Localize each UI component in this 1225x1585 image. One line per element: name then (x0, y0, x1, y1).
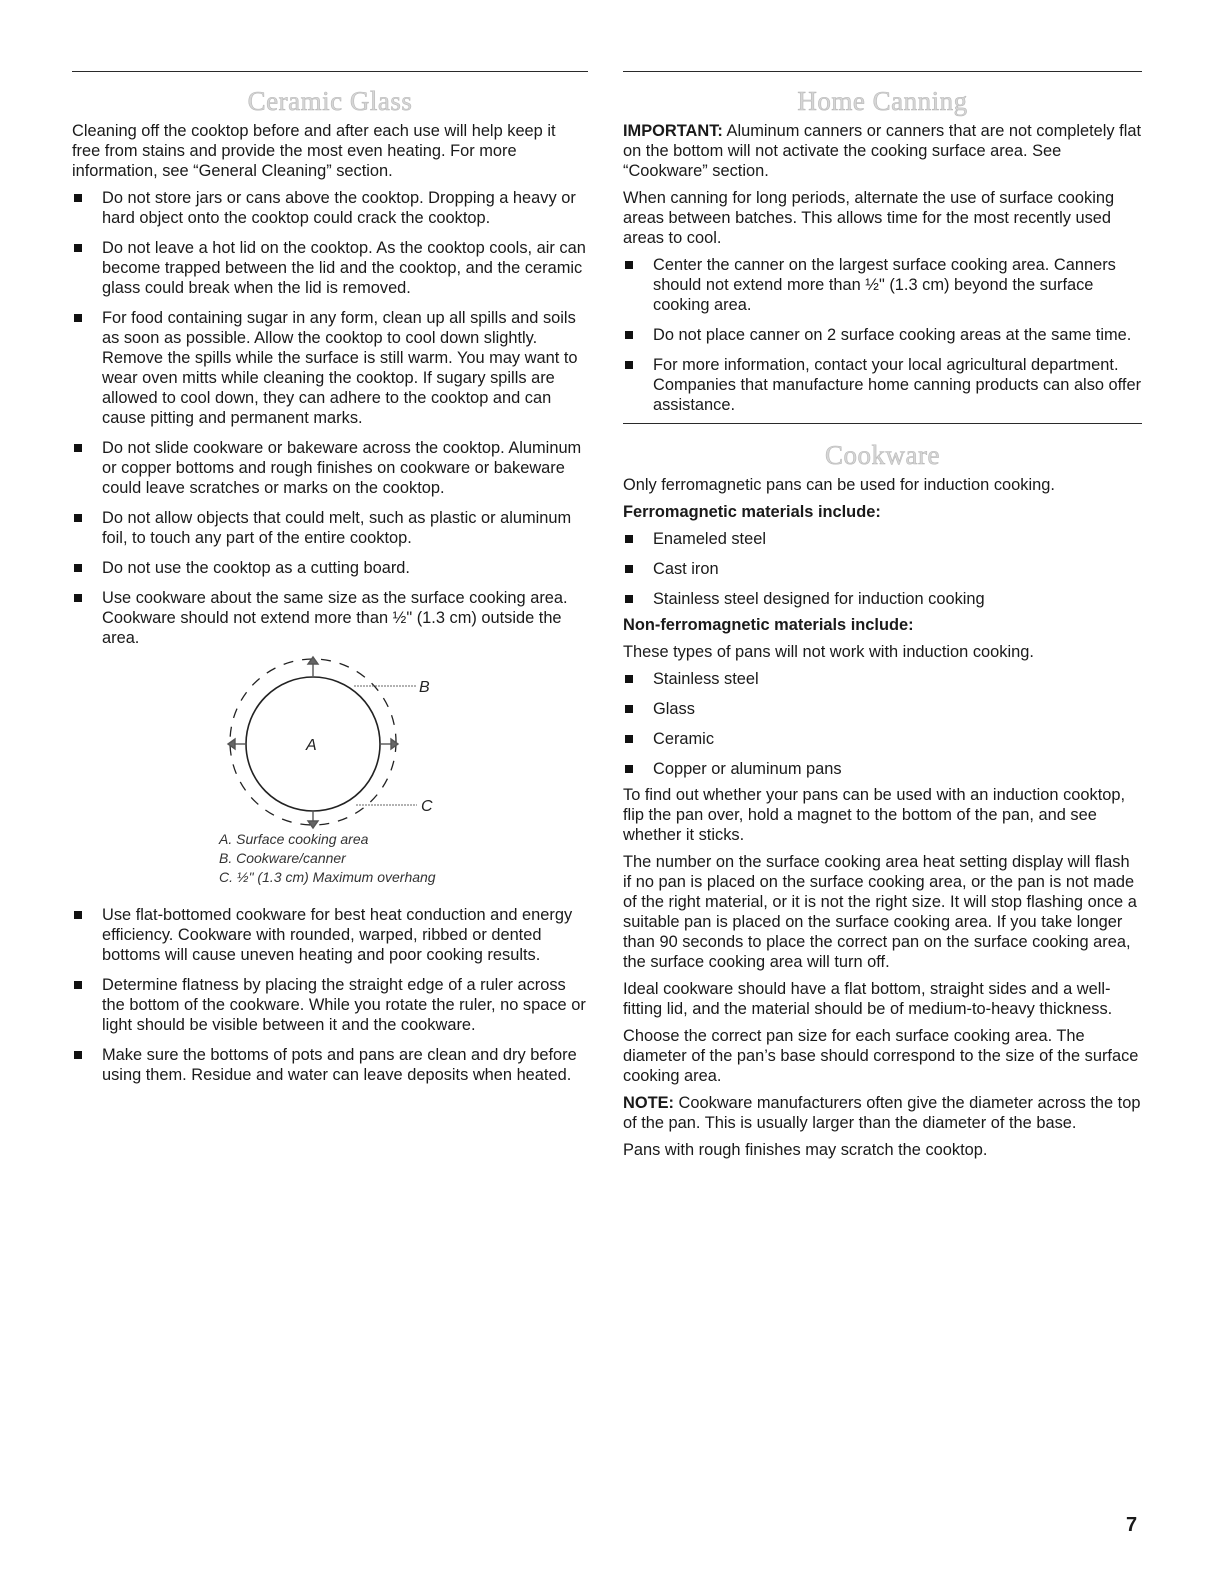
list-item: Use flat-bottomed cookware for best heat conduction and energy efficiency. Cookware with rounded, warped, ribbed or dented bottoms will cause uneven heating and poor cooking results. (72, 905, 588, 965)
home-canning-heading: Home Canning (797, 86, 968, 116)
section-divider (623, 423, 1142, 424)
list-item: Copper or aluminum pans (623, 759, 1142, 779)
list-item: Do not slide cookware or bakeware across the cooktop. Aluminum or copper bottoms and rough finishes on cookware or bakeware could leave scratches or marks on the cooktop. (72, 438, 588, 498)
list-item: For food containing sugar in any form, clean up all spills and soils as soon as possible. Allow the cooktop to cool down slightly. Remove the spills while the surface is still warm. You may want to wear oven mitts while cleaning the cooktop. If sugary spills are allowed to cool down, they can adhere to the cooktop and can cause pitting and permanent marks. (72, 308, 588, 428)
ideal-cookware-paragraph: Ideal cookware should have a flat bottom, straight sides and a well-fitting lid, and the material should be of medium-to-heavy thickness. (623, 980, 1113, 1018)
bullet-icon (625, 735, 633, 743)
label-c: C (421, 798, 433, 815)
list-item: Make sure the bottoms of pots and pans are clean and dry before using them. Residue and water can leave deposits when heated. (72, 1045, 588, 1085)
caption-c: C. ½" (1.3 cm) Maximum overhang (219, 869, 436, 885)
right-column (623, 71, 1142, 1167)
important-label: IMPORTANT: (623, 122, 723, 140)
bullet-icon (74, 981, 82, 989)
cookware-overhang-diagram (72, 654, 588, 899)
magnet-test-paragraph: To find out whether your pans can be used with an induction cooktop, flip the pan over, hold a magnet to the bottom of the pan, and see whether it sticks. (623, 786, 1126, 844)
bullet-icon (625, 705, 633, 713)
list-item: Do not place canner on 2 surface cooking areas at the same time. (623, 325, 1142, 345)
canning-bullet-list (623, 255, 1142, 415)
bullet-icon (74, 314, 82, 322)
list-item: Do not use the cooktop as a cutting board. (72, 558, 588, 578)
list-item: Do not leave a hot lid on the cooktop. As the cooktop cools, air can become trapped between the lid and the cooktop, and the ceramic glass could break when the lid is removed. (72, 238, 588, 298)
note-label: NOTE: (623, 1094, 674, 1112)
canning-paragraph: When canning for long periods, alternate the use of surface cooking areas between batches. This allows time for the most recently used areas to cool. (623, 189, 1115, 247)
ceramic-bullet-list (72, 188, 588, 648)
top-rule-left (72, 71, 588, 72)
note-text: Cookware manufacturers often give the diameter across the top of the pan. This is usually larger than the diameter of the base. (623, 1094, 1141, 1132)
bullet-icon (625, 675, 633, 683)
bullet-icon (74, 194, 82, 202)
bullet-icon (74, 1051, 82, 1059)
page-number: 7 (1126, 1514, 1138, 1536)
top-rule-right (623, 71, 1142, 72)
rough-finish-paragraph: Pans with rough finishes may scratch the cooktop. (623, 1141, 988, 1159)
bullet-icon (625, 361, 633, 369)
important-text: Aluminum canners or canners that are not completely flat on the bottom will not activate the cooking surface area. See “Cookware” section. (623, 122, 1142, 180)
note-paragraph (623, 1093, 1142, 1133)
non-ferromagnetic-list (623, 669, 1142, 779)
bullet-icon (74, 594, 82, 602)
pan-size-paragraph: Choose the correct pan size for each surface cooking area. The diameter of the pan’s base should correspond to the size of the surface cooking area. (623, 1027, 1139, 1085)
bullet-icon (625, 261, 633, 269)
bullet-icon (625, 595, 633, 603)
bullet-icon (74, 514, 82, 522)
bullet-icon (74, 444, 82, 452)
display-flash-paragraph: The number on the surface cooking area heat setting display will flash if no pan is placed on the surface cooking area, or the pan is not made of the right material, or it is not the right size. It will stop flashing once a suitable pan is placed on the surface cooking area. If you take longer than 90 seconds to place the correct pan on the surface cooking area, the surface cooking area will turn off. (623, 853, 1137, 971)
bullet-icon (74, 244, 82, 252)
list-item: Enameled steel (623, 529, 1142, 549)
canning-important (623, 121, 1142, 181)
bullet-icon (625, 331, 633, 339)
non-ferromagnetic-intro: These types of pans will not work with induction cooking. (623, 643, 1034, 661)
bullet-icon (625, 565, 633, 573)
ferromagnetic-heading: Ferromagnetic materials include: (623, 503, 881, 521)
list-item: Do not store jars or cans above the cooktop. Dropping a heavy or hard object onto the cooktop could crack the cooktop. (72, 188, 588, 228)
ferromagnetic-list (623, 529, 1142, 609)
list-item: Do not allow objects that could melt, such as plastic or aluminum foil, to touch any part of the entire cooktop. (72, 508, 588, 548)
list-item: Center the canner on the largest surface cooking area. Canners should not extend more than ½" (1.3 cm) beyond the surface cooking area. (623, 255, 1142, 315)
left-column (72, 71, 588, 1095)
caption-a: A. Surface cooking area (219, 831, 369, 847)
ceramic-bullet-list-2 (72, 905, 588, 1085)
cookware-heading: Cookware (825, 440, 940, 470)
label-a: A (306, 737, 317, 754)
list-item: Use cookware about the same size as the surface cooking area. Cookware should not extend more than ½" (1.3 cm) outside the area. (72, 588, 588, 648)
label-b: B (419, 679, 430, 696)
bullet-icon (625, 765, 633, 773)
bullet-icon (625, 535, 633, 543)
figure-captions (219, 830, 436, 887)
bullet-icon (74, 911, 82, 919)
list-item: Ceramic (623, 729, 1142, 749)
cookware-intro: Only ferromagnetic pans can be used for induction cooking. (623, 476, 1055, 494)
list-item: Stainless steel designed for induction cooking (623, 589, 1142, 609)
ceramic-intro: Cleaning off the cooktop before and after each use will help keep it free from stains and provide the most even heating. For more information, see “General Cleaning” section. (72, 122, 556, 180)
bullet-icon (74, 564, 82, 572)
list-item: Stainless steel (623, 669, 1142, 689)
ceramic-glass-heading: Ceramic Glass (247, 86, 413, 116)
list-item: For more information, contact your local agricultural department. Companies that manufacture home canning products can also offer assistance. (623, 355, 1142, 415)
non-ferromagnetic-heading: Non-ferromagnetic materials include: (623, 616, 914, 634)
list-item: Cast iron (623, 559, 1142, 579)
caption-b: B. Cookware/canner (219, 850, 346, 866)
list-item: Glass (623, 699, 1142, 719)
list-item: Determine flatness by placing the straight edge of a ruler across the bottom of the cookware. While you rotate the ruler, no space or light should be visible between it and the cookware. (72, 975, 588, 1035)
